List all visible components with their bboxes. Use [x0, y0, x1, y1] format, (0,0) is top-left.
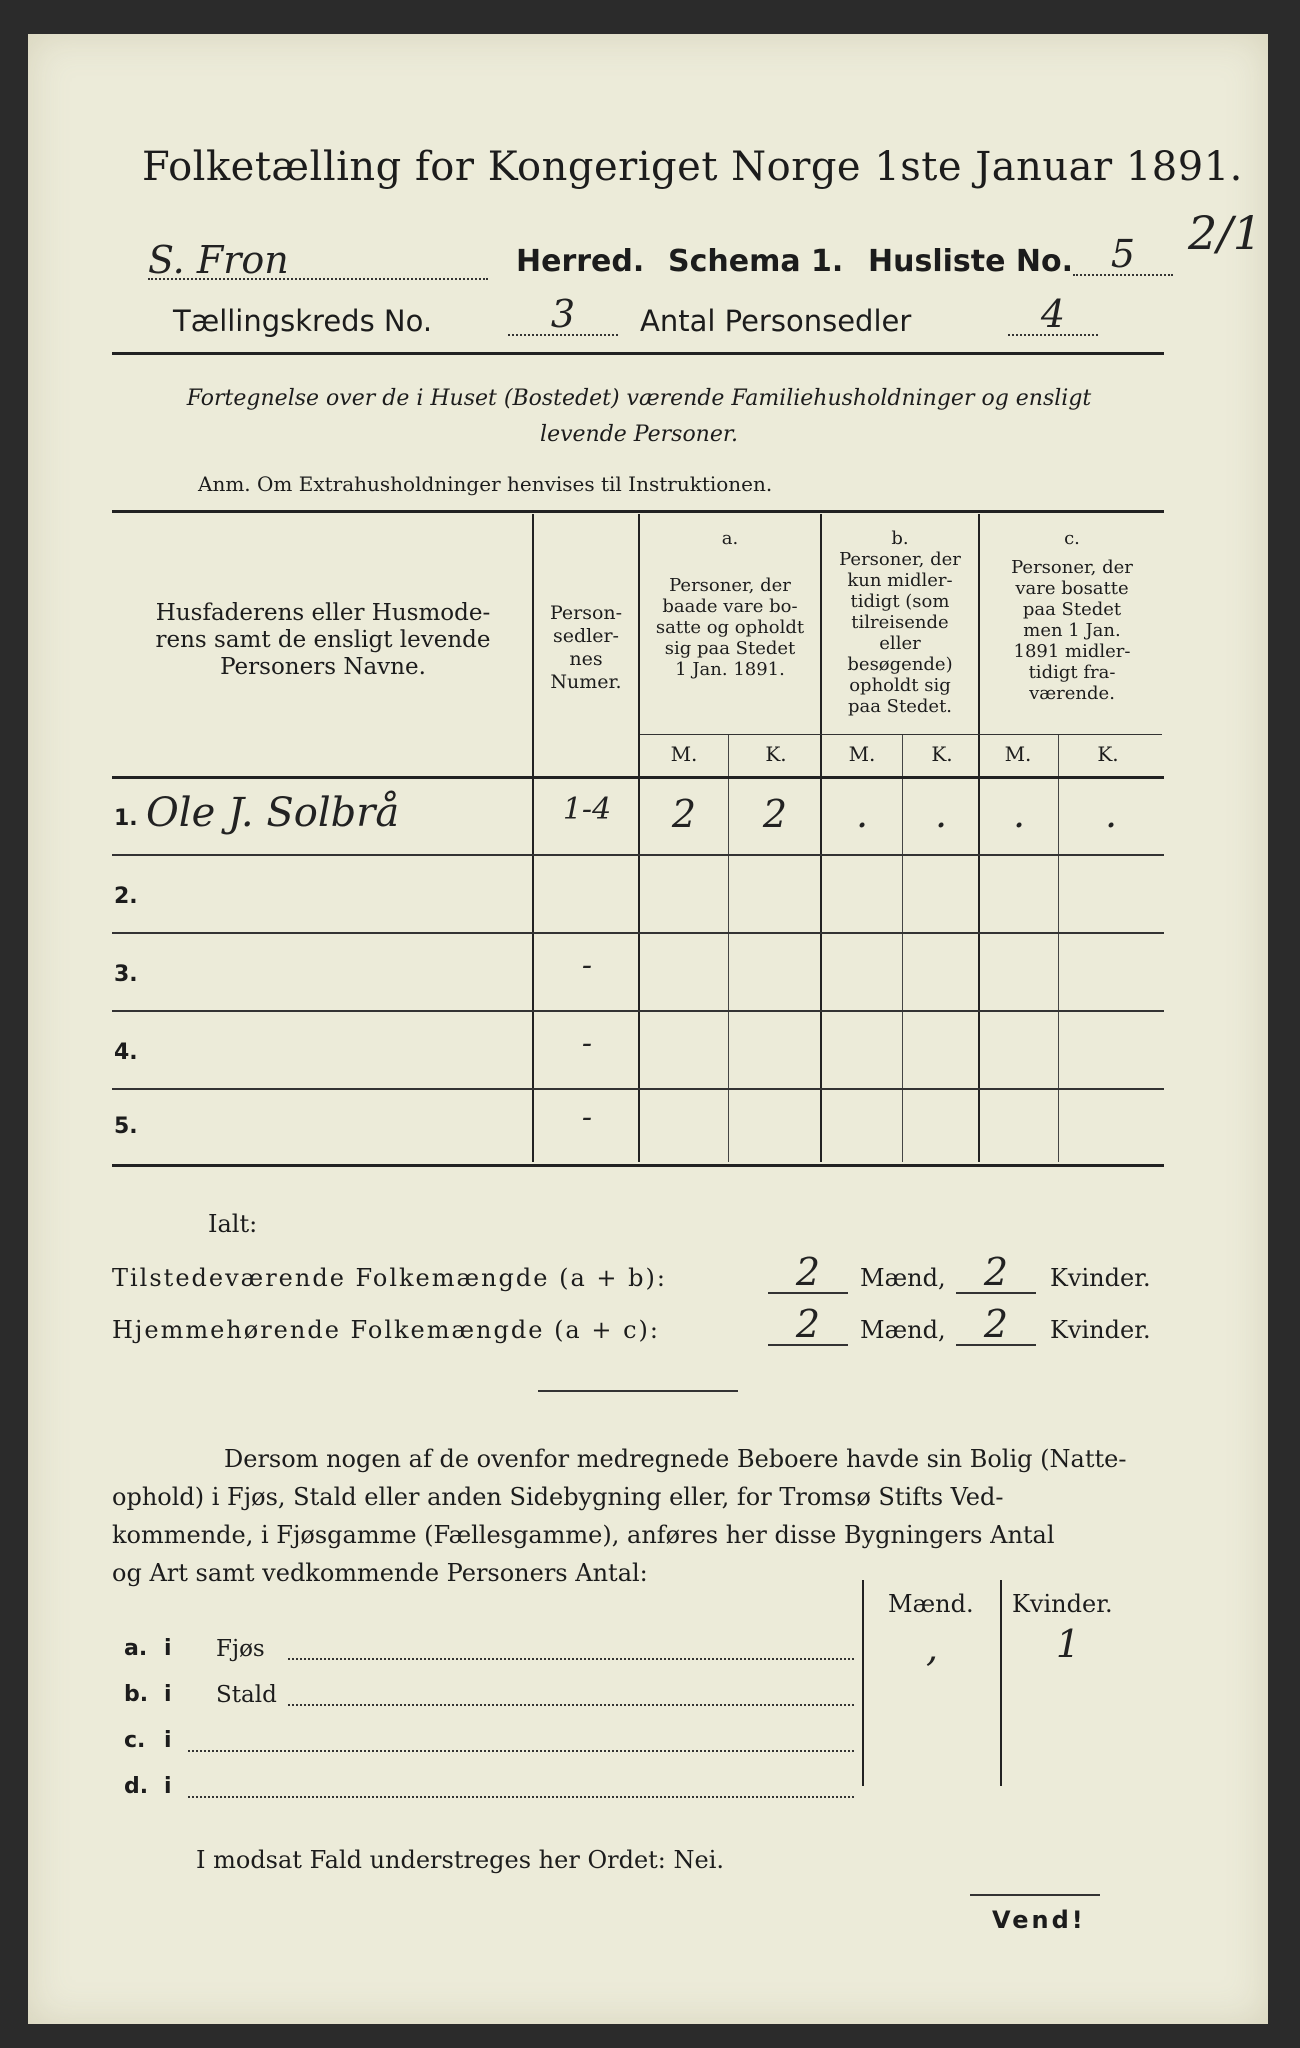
anm-note: Anm. Om Extrahusholdninger henvises til Instruktionen.	[198, 472, 773, 496]
herred-value: S. Fron	[148, 238, 488, 280]
building-type-label: Fjøs	[216, 1636, 265, 1662]
tilstede-kvinder-value: 2	[956, 1250, 1036, 1294]
ialt-label: Ialt:	[208, 1210, 258, 1238]
b-k-label: K.	[931, 742, 953, 766]
buildings-vline	[1000, 1580, 1002, 1786]
schema-label: Schema 1.	[668, 244, 844, 279]
cell-num: -	[581, 948, 593, 983]
form-title: Folketælling for Kongeriget Norge 1ste Januar 1891.	[142, 144, 1243, 190]
hjemme-kvinder-value: 2	[956, 1302, 1036, 1346]
tilstede-maend-label: Mænd,	[860, 1264, 946, 1292]
building-row-i: i	[164, 1682, 172, 1707]
herred-label: Herred.	[516, 244, 645, 279]
husliste-label: Husliste No.	[868, 244, 1073, 279]
cell-ck: .	[1104, 792, 1118, 836]
building-kvinder-value: 1	[1055, 1622, 1081, 1666]
cell-cm: .	[1012, 792, 1026, 836]
census-form-sheet	[28, 34, 1268, 2024]
kreds-value: 3	[508, 292, 618, 336]
a-k-label: K.	[765, 742, 787, 766]
hjemme-label: Hjemmehørende Folkemængde (a + c):	[112, 1316, 660, 1344]
hjemme-maend-value: 2	[768, 1302, 848, 1346]
row-number: 1.	[114, 806, 138, 831]
c-m-label: M.	[1004, 742, 1032, 766]
cell-ak: 2	[762, 792, 788, 836]
row-rule	[112, 932, 1164, 934]
column-header-c: c. Personer, der vare bosatte paa Stedet men 1 Jan. 1891 midler- tidigt fra- værende.	[1011, 528, 1133, 704]
row-number: 4.	[114, 1040, 138, 1065]
building-row-i: i	[164, 1636, 172, 1661]
kreds-label: Tællingskreds No.	[173, 304, 433, 338]
building-row-i: i	[164, 1728, 172, 1753]
column-header-b: b. Personer, der kun midler- tidigt (som tilreisende eller besøgende) opholdt sig paa Stedet.	[839, 528, 961, 717]
a-m-label: M.	[670, 742, 698, 766]
cell-num: -	[581, 1026, 593, 1061]
subheader-rule	[640, 734, 1162, 735]
modsat-note: I modsat Fald understreges her Ordet: Nei.	[196, 1846, 725, 1874]
vend-rule	[970, 1894, 1100, 1896]
dotted-fill-line	[288, 1658, 854, 1660]
table-top-rule	[112, 510, 1164, 513]
hjemme-kvinder-label: Kvinder.	[1050, 1316, 1151, 1344]
row-number: 3.	[114, 962, 138, 987]
building-row-letter: b.	[124, 1682, 149, 1707]
table-vline	[728, 734, 729, 1162]
household-name: Ole J. Solbrå	[146, 790, 400, 836]
row-rule	[112, 1010, 1164, 1012]
hjemme-maend-label: Mænd,	[860, 1316, 946, 1344]
row-rule	[112, 1088, 1164, 1090]
husliste-value: 5	[1073, 232, 1173, 276]
table-vline	[902, 734, 903, 1162]
cell-am: 2	[671, 792, 697, 836]
antal-value: 4	[1008, 292, 1098, 336]
intro-line-2: levende Personer.	[540, 422, 738, 447]
buildings-paragraph: Dersom nogen af de ovenfor medregnede Beboere havde sin Bolig (Natte- ophold) i Fjøs, Stald eller anden Sidebygning eller, for Tromsø Stifts Ved- kommende, i Fjøsgamme (Fællesgamme), anføres her disse Bygningers Antal og Art samt vedkommende Personers Antal:	[112, 1445, 1127, 1587]
building-row-letter: c.	[124, 1728, 146, 1753]
section-divider	[538, 1390, 738, 1392]
buildings-vline	[862, 1580, 864, 1786]
table-vline	[820, 514, 822, 1162]
column-header-a: a. Personer, der baade vare bo- satte og opholdt sig paa Stedet 1 Jan. 1891.	[655, 528, 805, 680]
table-vline	[978, 514, 980, 1162]
corner-note: 2/1	[1188, 206, 1263, 260]
table-vline	[638, 514, 640, 1162]
building-type-label: Stald	[216, 1682, 277, 1708]
header-bottom-rule	[112, 776, 1164, 779]
dotted-fill-line	[188, 1750, 854, 1752]
row-number: 5.	[114, 1114, 138, 1139]
dotted-fill-line	[188, 1796, 854, 1798]
tilstede-kvinder-label: Kvinder.	[1050, 1264, 1151, 1292]
dotted-fill-line	[288, 1704, 854, 1706]
buildings-kvinder-header: Kvinder.	[1012, 1590, 1113, 1618]
cell-num: -	[581, 1100, 593, 1135]
tilstede-label: Tilstedeværende Folkemængde (a + b):	[112, 1264, 667, 1292]
cell-bk: .	[934, 792, 948, 836]
table-vline	[532, 514, 534, 1162]
tilstede-maend-value: 2	[768, 1250, 848, 1294]
cell-num: 1-4	[562, 792, 612, 827]
b-m-label: M.	[848, 742, 876, 766]
table-vline	[1058, 734, 1059, 1162]
table-bottom-rule	[112, 1164, 1164, 1167]
intro-line-1: Fortegnelse over de i Huset (Bostedet) værende Familiehusholdninger og ensligt	[186, 386, 1092, 411]
row-number: 2.	[114, 884, 138, 909]
building-row-letter: a.	[124, 1636, 148, 1661]
building-row-letter: d.	[124, 1774, 149, 1799]
buildings-maend-header: Mænd.	[888, 1590, 974, 1618]
row-rule	[112, 854, 1164, 856]
building-maend-value: ,	[925, 1626, 939, 1670]
c-k-label: K.	[1097, 742, 1119, 766]
column-header-names: Husfaderens eller Husmode- rens samt de ensligt levende Personers Navne.	[155, 600, 491, 680]
building-row-i: i	[164, 1774, 172, 1799]
vend-label: Vend!	[992, 1906, 1086, 1934]
header-rule	[112, 352, 1164, 355]
antal-label: Antal Personsedler	[640, 304, 912, 338]
column-header-number: Person- sedler- nes Numer.	[549, 602, 623, 693]
cell-bm: .	[855, 792, 869, 836]
